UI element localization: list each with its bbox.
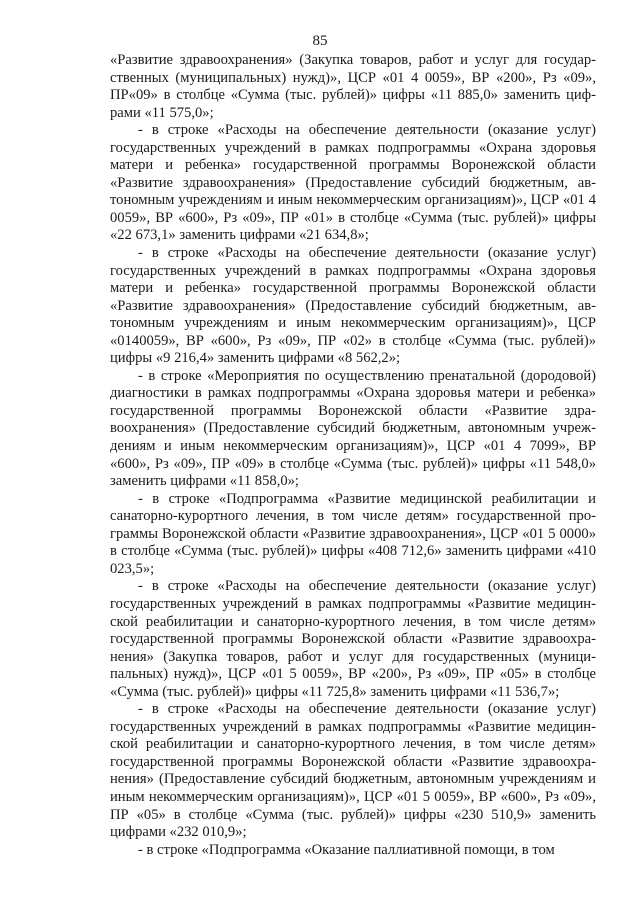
page-number: 85 — [312, 33, 328, 49]
paragraph-item: - в строке «Расходы на обеспечение деятельности (оказание услуг) государственных учреждений в рамках подпрограммы «Охрана здоровья матери и ребенка» государственной программы Воронежской области «Развитие здравоохранения» (Предоставление субсидий бюджетным, автономным учреждениям и иным некоммерческим организациям)», ЦСР «01 4 0059», ВР «600», Рз «09», ПР «01» в столбце «Сумма (тыс. рублей)» цифры «22 673,1» заменить цифрами «21 634,8»; — [110, 122, 596, 244]
paragraph-item: - в строке «Расходы на обеспечение деятельности (оказание услуг) государственных учреждений в рамках подпрограммы «Охрана здоровья матери и ребенка» государственной программы Воронежской области «Развитие здравоохранения» (Предоставление субсидий бюджетным, автономным учреждениям и иным некоммерческим организациям)», ЦСР «0140059», ВР «600», Рз «09», ПР «02» в столбце «Сумма (тыс. рублей)» цифры «9 216,4» заменить цифрами «8 562,2»; — [110, 245, 596, 367]
paragraph-continuation: «Развитие здравоохранения» (Закупка товаров, работ и услуг для государственных (муниципальных) нужд)», ЦСР «01 4 0059», ВР «200», Рз «09», ПР«09» в столбце «Сумма (тыс. рублей)» цифры «11 885,0» заменить цифрами «11 575,0»; — [110, 52, 596, 121]
paragraph-item: - в строке «Мероприятия по осуществлению пренатальной (дородовой) диагностики в рамках подпрограммы «Охрана здоровья матери и ребенка» государственной программы Воронежской области «Развитие здравоохранения» (Предоставление субсидий бюджетным, автономным учреждениям и иным некоммерческим организациям)», ЦСР «01 4 7099», ВР «600», Рз «09», ПР «09» в столбце «Сумма (тыс. рублей)» цифры «11 548,0» заменить цифрами «11 858,0»; — [110, 367, 596, 490]
paragraph-item: - в строке «Расходы на обеспечение деятельности (оказание услуг) государственных учреждений в рамках подпрограммы «Развитие медицинской реабилитации и санаторно-курортного лечения, в том числе детям» государственной программы Воронежской области «Развитие здравоохранения» (Закупка товаров, работ и услуг для государственных (муниципальных) нужд)», ЦСР «01 5 0059», ВР «200», Рз «09», ПР «05» в столбце «Сумма (тыс. рублей)» цифры «11 725,8» заменить цифрами «11 536,7»; — [110, 578, 596, 700]
paragraph-item-truncated: - в строке «Подпрограмма «Оказание паллиативной помощи, в том — [138, 841, 555, 858]
paragraph-item: - в строке «Расходы на обеспечение деятельности (оказание услуг) государственных учреждений в рамках подпрограммы «Развитие медицинской реабилитации и санаторно-курортного лечения, в том числе детям» государственной программы Воронежской области «Развитие здравоохранения» (Предоставление субсидий бюджетным, автономным учреждениям и иным некоммерческим организациям)», ЦСР «01 5 0059», ВР «600», Рз «09», ПР «05» в столбце «Сумма (тыс. рублей)» цифры «230 510,9» заменить цифрами «232 010,9»; — [110, 701, 596, 841]
document-body — [110, 52, 596, 859]
paragraph-item: - в строке «Подпрограмма «Развитие медицинской реабилитации и санаторно-курортного лечения, в том числе детям» государственной программы Воронежской области «Развитие здравоохранения», ЦСР «01 5 0000» в столбце «Сумма (тыс. рублей)» цифры «408 712,6» заменить цифрами «410 023,5»; — [110, 490, 596, 577]
